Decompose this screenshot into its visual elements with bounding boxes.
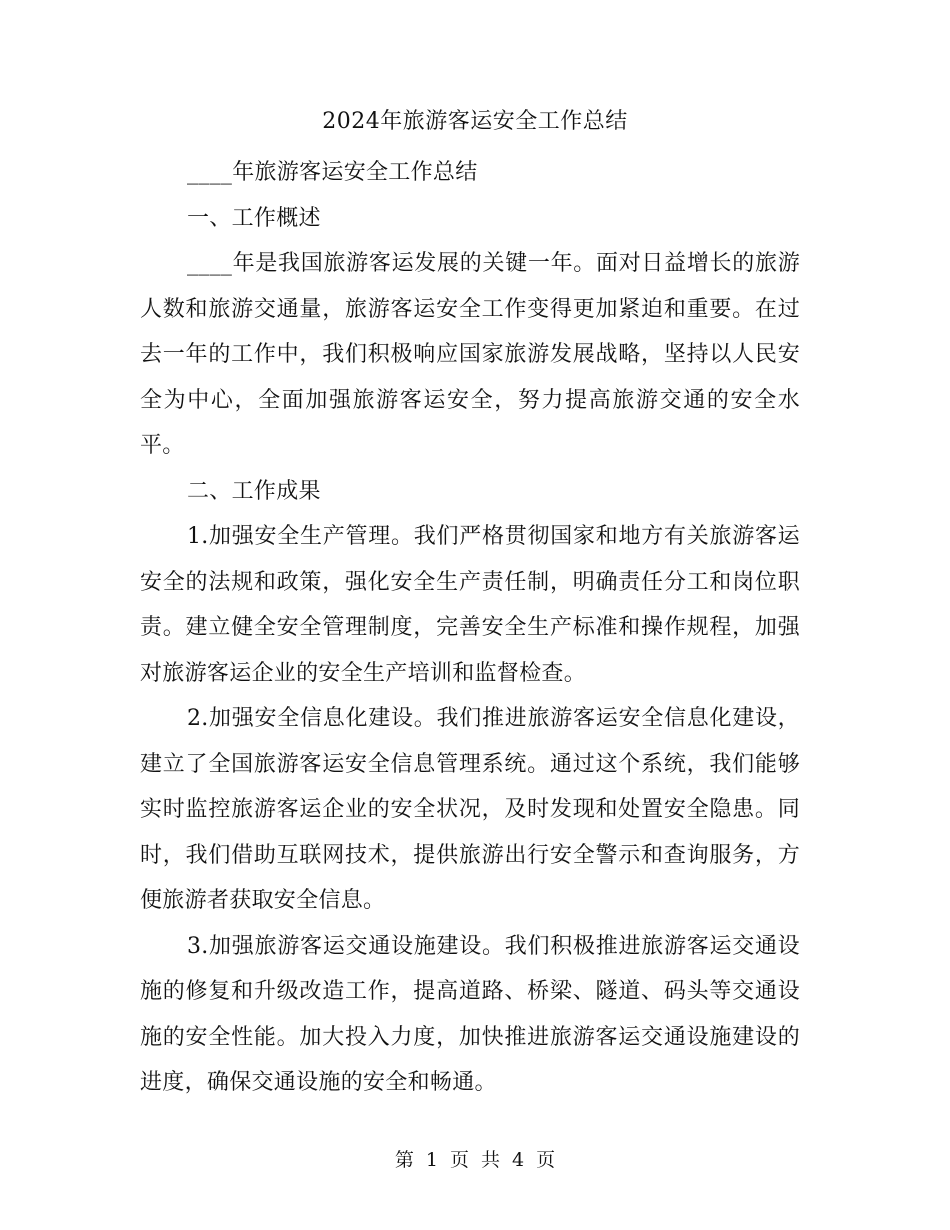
paragraph-overview: ____年是我国旅游客运发展的关键一年。面对日益增长的旅游人数和旅游交通量，旅游客运安全工作变得更加紧迫和重要。在过去一年的工作中，我们积极响应国家旅游发展战略，坚持以人民安全为中心，全面加强旅游客运安全，努力提高旅游交通的安全水平。 <box>140 251 800 458</box>
subtitle-line: ____年旅游客运安全工作总结 <box>187 160 478 185</box>
page-number-footer: 第 1 页 共 4 页 <box>394 1149 556 1171</box>
section-heading-overview: 一、工作概述 <box>187 205 321 231</box>
section-heading-results: 二、工作成果 <box>187 478 321 504</box>
paragraph-result-2: 2.加强安全信息化建设。我们推进旅游客运安全信息化建设，建立了全国旅游客运安全信息管理系统。通过这个系统，我们能够实时监控旅游客运企业的安全状况，及时发现和处置安全隐患。同时，我们借助互联网技术，提供旅游出行安全警示和查询服务，方便旅游者获取安全信息。 <box>140 706 800 913</box>
document-title: 2024年旅游客运安全工作总结 <box>322 109 628 134</box>
document-body <box>140 150 800 1106</box>
paragraph-result-3: 3.加强旅游客运交通设施建设。我们积极推进旅游客运交通设施的修复和升级改造工作，提高道路、桥梁、隧道、码头等交通设施的安全性能。加大投入力度，加快推进旅游客运交通设施建设的进度，确保交通设施的安全和畅通。 <box>140 933 800 1095</box>
paragraph-result-1: 1.加强安全生产管理。我们严格贯彻国家和地方有关旅游客运安全的法规和政策，强化安全生产责任制，明确责任分工和岗位职责。建立健全安全管理制度，完善安全生产标准和操作规程，加强对旅游客运企业的安全生产培训和监督检查。 <box>140 524 800 686</box>
